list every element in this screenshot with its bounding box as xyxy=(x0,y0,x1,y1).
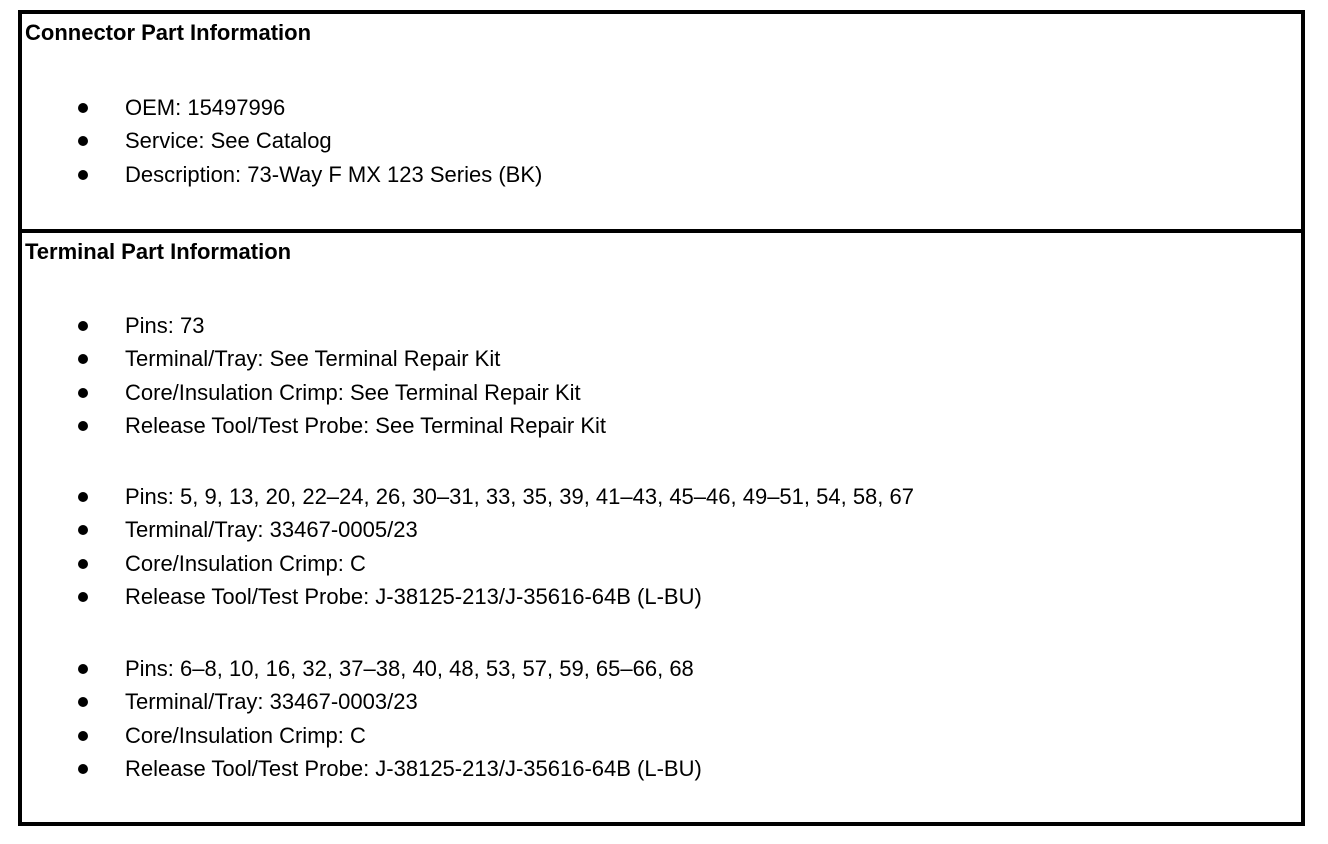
connector-description: Description: 73-Way F MX 123 Series (BK) xyxy=(125,161,543,187)
bullet-icon xyxy=(78,170,88,180)
bullet-icon xyxy=(78,664,88,674)
terminal-tray-info: Terminal/Tray: See Terminal Repair Kit xyxy=(125,346,501,372)
bullet-icon xyxy=(78,559,88,569)
terminal-tray-info: Terminal/Tray: 33467-0003/23 xyxy=(125,689,418,715)
pins-info: Pins: 6–8, 10, 16, 32, 37–38, 40, 48, 53, 57, 59, 65–66, 68 xyxy=(125,656,694,681)
bullet-icon xyxy=(78,321,88,331)
bullet-icon xyxy=(78,492,88,502)
connector-section-heading: Connector Part Information xyxy=(25,20,312,45)
oem-number: OEM: 15497996 xyxy=(125,95,286,120)
part-information-table xyxy=(18,10,1305,826)
release-tool-info: Release Tool/Test Probe: J-38125-213/J-35616-64B (L-BU) xyxy=(125,756,702,782)
terminal-section-heading: Terminal Part Information xyxy=(25,239,292,264)
bullet-icon xyxy=(78,354,88,364)
bullet-icon xyxy=(78,764,88,774)
bullet-icon xyxy=(78,697,88,707)
bullet-icon xyxy=(78,103,88,113)
bullet-icon xyxy=(78,136,88,146)
bullet-icon xyxy=(78,525,88,535)
connector-part-section xyxy=(22,14,1301,230)
pins-info: Pins: 73 xyxy=(125,313,205,338)
bullet-icon xyxy=(78,388,88,398)
service-info: Service: See Catalog xyxy=(125,128,332,154)
bullet-icon xyxy=(78,731,88,741)
terminal-part-section xyxy=(22,233,1301,822)
crimp-info: Core/Insulation Crimp: C xyxy=(125,550,366,576)
release-tool-info: Release Tool/Test Probe: J-38125-213/J-35616-64B (L-BU) xyxy=(125,584,702,610)
terminal-tray-info: Terminal/Tray: 33467-0005/23 xyxy=(125,517,418,543)
bullet-icon xyxy=(78,421,88,431)
bullet-icon xyxy=(78,592,88,602)
release-tool-info: Release Tool/Test Probe: See Terminal Repair Kit xyxy=(125,413,606,439)
pins-info: Pins: 5, 9, 13, 20, 22–24, 26, 30–31, 33, 35, 39, 41–43, 45–46, 49–51, 54, 58, 67 xyxy=(125,484,914,509)
crimp-info: Core/Insulation Crimp: See Terminal Repair Kit xyxy=(125,379,581,405)
crimp-info: Core/Insulation Crimp: C xyxy=(125,722,366,748)
